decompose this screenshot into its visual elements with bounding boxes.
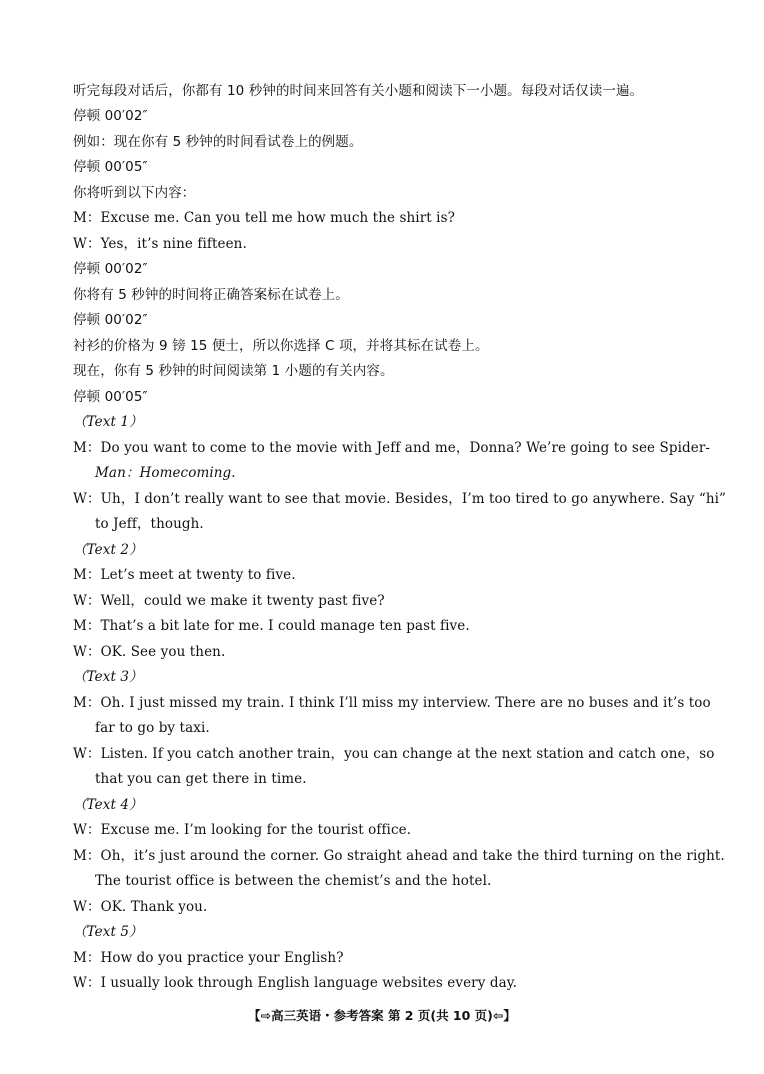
dialogue-line: W：Well，could we make it twenty past five? xyxy=(73,593,385,609)
dialogue-line: M：Oh. I just missed my train. I think I’ll miss my interview. There are no buses and it’s too xyxy=(73,695,711,711)
pause-line: 停顿 00′05″ xyxy=(73,159,148,175)
dialogue-line: M：Do you want to come to the movie with Jeff and me，Donna? We’re going to see Spider- xyxy=(73,440,711,456)
instruction-line: 现在，你有 5 秒钟的时间阅读第 1 小题的有关内容。 xyxy=(73,363,394,379)
dialogue-line: W：Listen. If you catch another train，you can change at the next station and catch one，so xyxy=(73,746,715,762)
dialogue-line: W：I usually look through English language websites every day. xyxy=(73,975,518,991)
pause-line: 停顿 00′02″ xyxy=(73,108,148,124)
dialogue-line: M：That’s a bit late for me. I could manage ten past five. xyxy=(73,618,470,634)
instruction-line: 你将有 5 秒钟的时间将正确答案标在试卷上。 xyxy=(73,287,349,303)
dialogue-line: M：Let’s meet at twenty to five. xyxy=(73,567,296,583)
dialogue-continuation: Man：Homecoming. xyxy=(95,465,236,481)
dialogue-line: W：Yes，it’s nine fifteen. xyxy=(73,236,247,252)
dialogue-line: W：OK. See you then. xyxy=(73,644,226,660)
instruction-line: 衬衫的价格为 9 镑 15 便士，所以你选择 C 项，并将其标在试卷上。 xyxy=(73,338,489,354)
pause-line: 停顿 00′02″ xyxy=(73,312,148,328)
dialogue-line: M：How do you practice your English? xyxy=(73,950,344,966)
pause-line: 停顿 00′02″ xyxy=(73,261,148,277)
dialogue-line: W：OK. Thank you. xyxy=(73,899,208,915)
page-footer: 【⇨高三英语・参考答案 第 2 页(共 10 页)⇦】 xyxy=(248,1008,516,1023)
text-label: （Text 4） xyxy=(73,797,143,813)
pause-line: 停顿 00′05″ xyxy=(73,389,148,405)
text-label: （Text 1） xyxy=(73,414,143,430)
text-label: （Text 3） xyxy=(73,669,143,685)
text-label: （Text 5） xyxy=(73,924,143,940)
dialogue-continuation: The tourist office is between the chemist’s and the hotel. xyxy=(95,873,492,889)
instruction-line: 你将听到以下内容： xyxy=(73,185,196,201)
dialogue-line: M：Excuse me. Can you tell me how much the shirt is? xyxy=(73,210,455,226)
dialogue-line: W：Excuse me. I’m looking for the tourist office. xyxy=(73,822,412,838)
instruction-line: 听完每段对话后，你都有 10 秒钟的时间来回答有关小题和阅读下一小题。每段对话仅读一遍。 xyxy=(73,83,644,99)
dialogue-line: M：Oh，it’s just around the corner. Go straight ahead and take the third turning on the right. xyxy=(73,848,725,864)
dialogue-continuation: far to go by taxi. xyxy=(95,720,210,736)
dialogue-continuation: that you can get there in time. xyxy=(95,771,307,787)
dialogue-continuation: to Jeff，though. xyxy=(95,516,204,532)
dialogue-line: W：Uh，I don’t really want to see that movie. Besides，I’m too tired to go anywhere. Say “hi” xyxy=(73,491,727,507)
instruction-line: 例如：现在你有 5 秒钟的时间看试卷上的例题。 xyxy=(73,134,363,150)
text-label: （Text 2） xyxy=(73,542,143,558)
